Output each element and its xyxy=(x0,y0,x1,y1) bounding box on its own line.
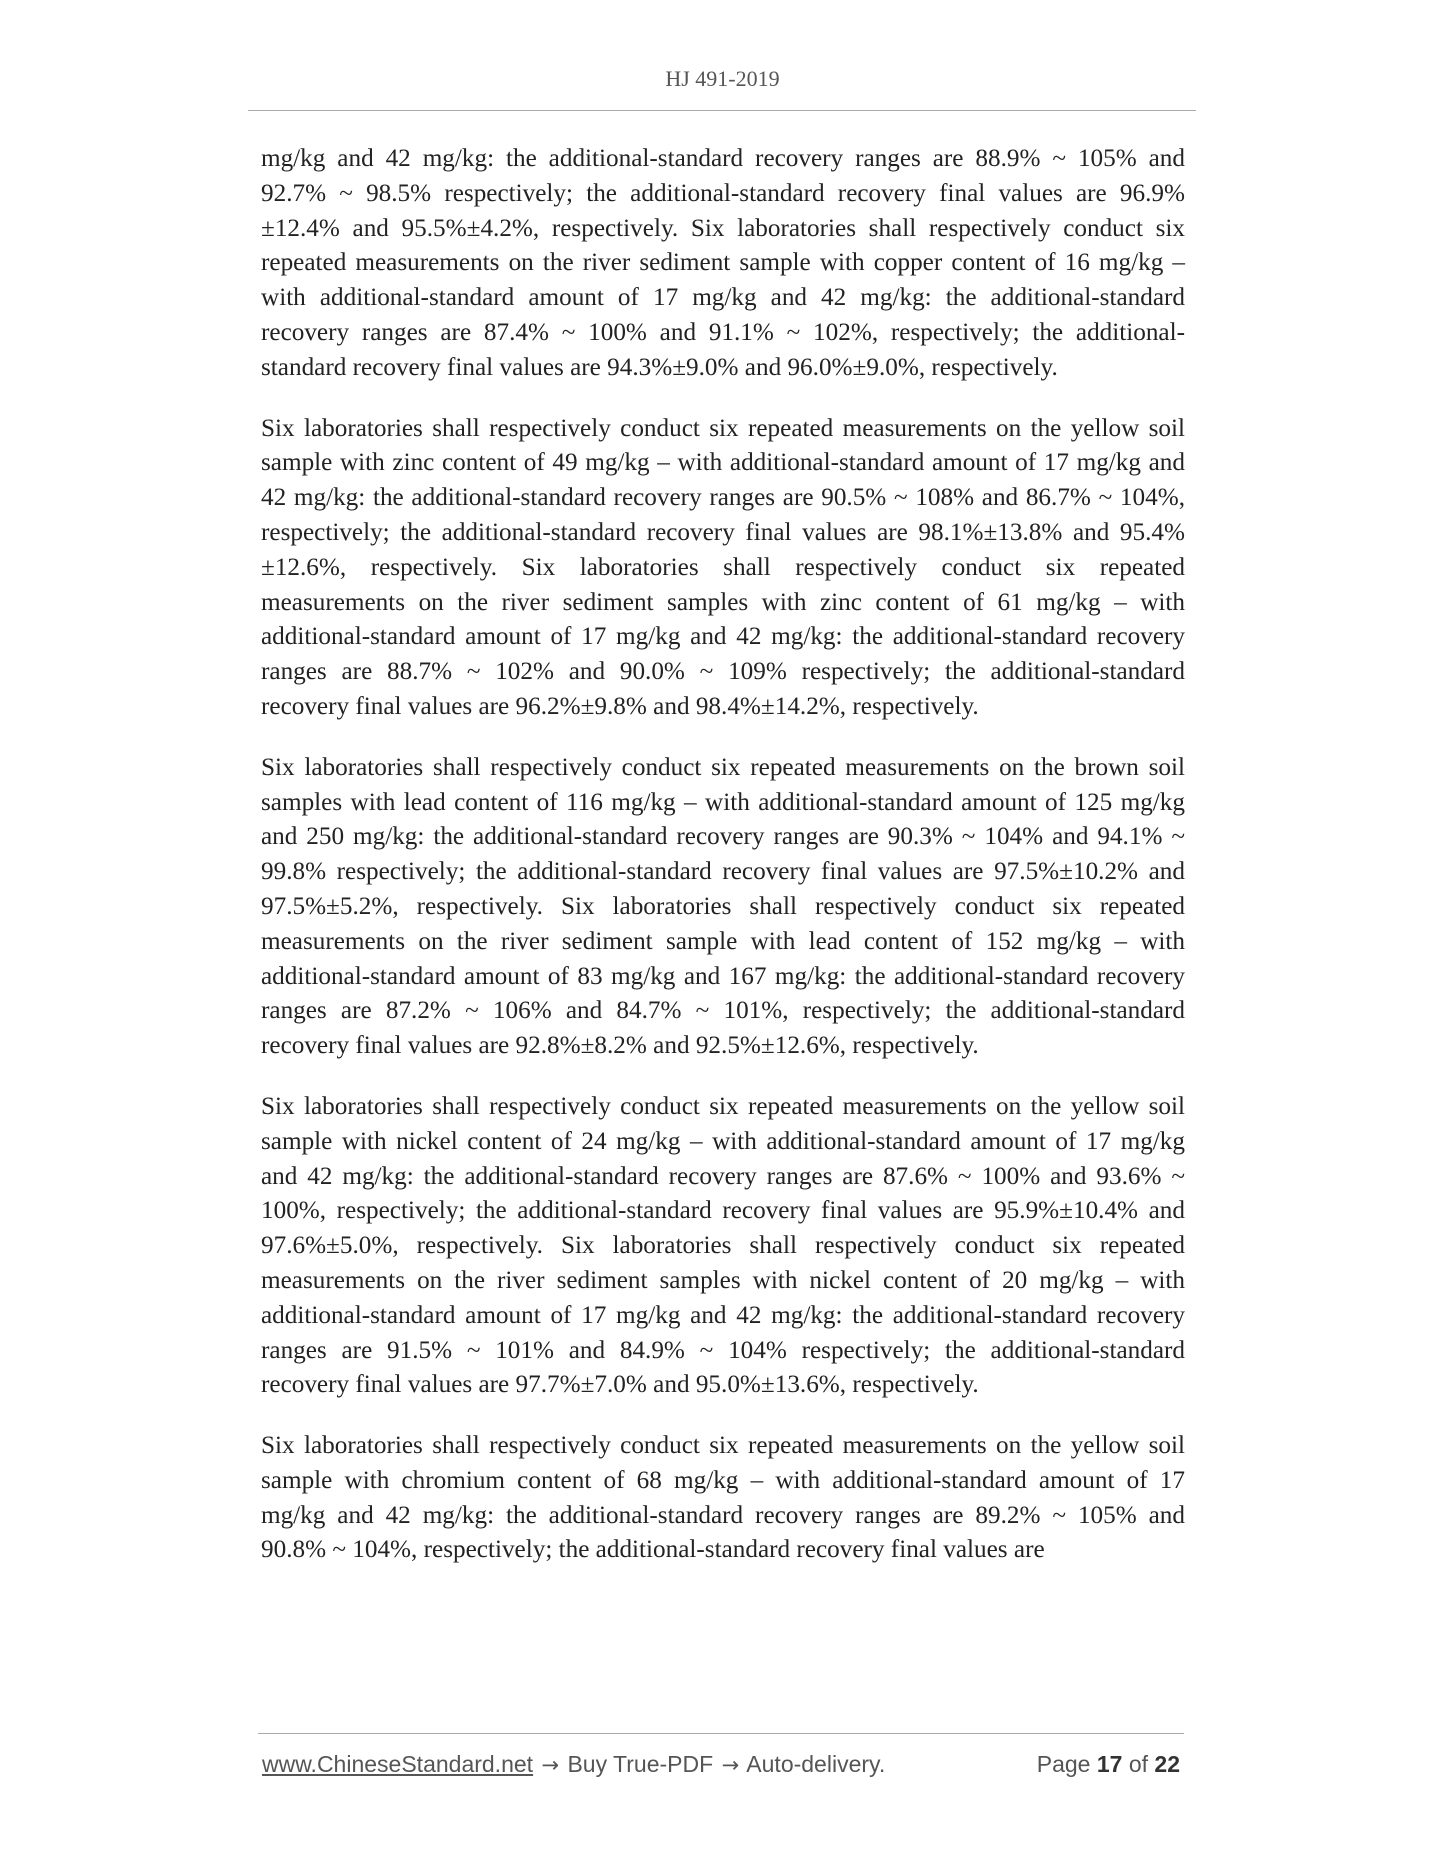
paragraph-lead: Six laboratories shall respectively conduct six repeated measurements on the brown soil samples with lead content of 116 mg/kg – with additional-standard amount of 125 mg/kg and 250 mg/kg: the additional-standard recovery ranges are 90.3% ~ 104% and 94.1% ~ 99.8% respectively; the additional-standard recovery final values are 97.5%±10.2% and 97.5%±5.2%, respectively. Six laboratories shall respectively conduct six repeated measurements on the river sediment sample with lead content of 152 mg/kg – with additional-standard amount of 83 mg/kg and 167 mg/kg: the additional-standard recovery ranges are 87.2% ~ 106% and 84.7% ~ 101%, respectively; the additional-standard recovery final values are 92.8%±8.2% and 92.5%±12.6%, respectively. xyxy=(261,753,1185,1060)
arrow-right-icon: → xyxy=(721,1753,740,1777)
website-link[interactable]: www.ChineseStandard.net xyxy=(262,1751,534,1777)
document-id-header: HJ 491-2019 xyxy=(665,66,780,91)
footer-divider xyxy=(258,1733,1184,1734)
current-page-number: 17 xyxy=(1096,1751,1123,1777)
paragraph-zinc: Six laboratories shall respectively conduct six repeated measurements on the yellow soil sample with zinc content of 49 mg/kg – with additional-standard amount of 17 mg/kg and 42 mg/kg: the additional-standard recovery ranges are 90.5% ~ 108% and 86.7% ~ 104%, respectively; the additional-standard recovery final values are 98.1%±13.8% and 95.4%±12.6%, respectively. Six laboratories shall respectively conduct six repeated measurements on the river sediment samples with zinc content of 61 mg/kg – with additional-standard amount of 17 mg/kg and 42 mg/kg: the additional-standard recovery ranges are 88.7% ~ 102% and 90.0% ~ 109% respectively; the additional-standard recovery final values are 96.2%±9.8% and 98.4%±14.2%, respectively. xyxy=(261,414,1185,720)
paragraph-chromium: Six laboratories shall respectively conduct six repeated measurements on the yellow soil sample with chromium content of 68 mg/kg – with additional-standard amount of 17 mg/kg and 42 mg/kg: the additional-standard recovery ranges are 89.2% ~ 105% and 90.8% ~ 104%, respectively; the additional-standard recovery final values are xyxy=(261,1432,1185,1564)
buy-pdf-text: Buy True-PDF xyxy=(567,1751,714,1777)
total-page-number: 22 xyxy=(1154,1751,1180,1777)
footer-promo xyxy=(262,1751,885,1778)
document-body xyxy=(261,142,1185,1594)
page-of-label: of xyxy=(1128,1751,1149,1777)
auto-delivery-text: Auto-delivery. xyxy=(746,1751,886,1777)
paragraph-copper-continued: mg/kg and 42 mg/kg: the additional-standard recovery ranges are 88.9% ~ 105% and 92.7% ~ 98.5% respectively; the additional-standard recovery final values are 96.9%±12.4% and 95.5%±4.2%, respectively. Six laboratories shall respectively conduct six repeated measurements on the river sediment sample with copper content of 16 mg/kg – with additional-standard amount of 17 mg/kg and 42 mg/kg: the additional-standard recovery ranges are 87.4% ~ 100% and 91.1% ~ 102%, respectively; the additional-standard recovery final values are 94.3%±9.0% and 96.0%±9.0%, respectively. xyxy=(261,145,1185,381)
page-footer xyxy=(262,1751,1184,1783)
paragraph-nickel: Six laboratories shall respectively conduct six repeated measurements on the yellow soil sample with nickel content of 24 mg/kg – with additional-standard amount of 17 mg/kg and 42 mg/kg: the additional-standard recovery ranges are 87.6% ~ 100% and 93.6% ~ 100%, respectively; the additional-standard recovery final values are 95.9%±10.4% and 97.6%±5.0%, respectively. Six laboratories shall respectively conduct six repeated measurements on the river sediment samples with nickel content of 20 mg/kg – with additional-standard amount of 17 mg/kg and 42 mg/kg: the additional-standard recovery ranges are 91.5% ~ 101% and 84.9% ~ 104% respectively; the additional-standard recovery final values are 97.7%±7.0% and 95.0%±13.6%, respectively. xyxy=(261,1092,1185,1399)
header-divider xyxy=(248,110,1196,111)
page-number xyxy=(1037,1751,1180,1778)
arrow-right-icon: → xyxy=(541,1753,560,1777)
page-label: Page xyxy=(1036,1751,1091,1777)
